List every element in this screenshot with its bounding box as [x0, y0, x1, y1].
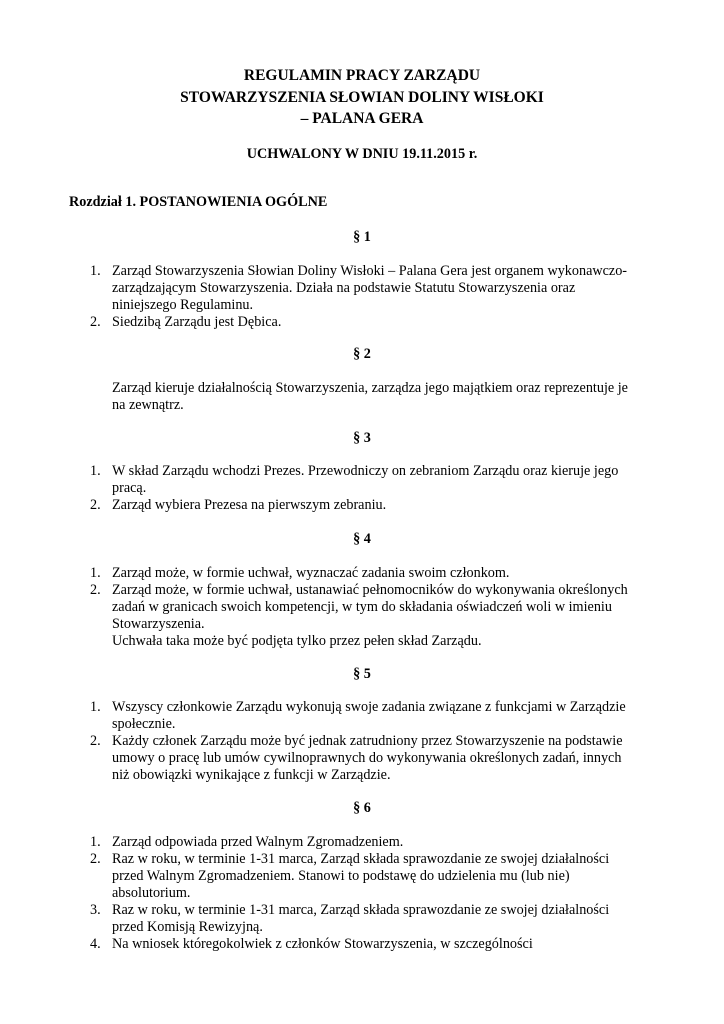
paragraph-line: zadań w granicach swoich kompetencji, w tym do składania oświadczeń woli w imieniu	[112, 599, 612, 615]
list-number: 1.	[90, 699, 101, 715]
list-number: 1.	[90, 263, 101, 279]
paragraph-line: Zarząd kieruje działalnością Stowarzyszenia, zarządza jego majątkiem oraz reprezentuje je	[112, 380, 628, 396]
paragraph-line: Zarząd odpowiada przed Walnym Zgromadzeniem.	[112, 834, 404, 850]
list-number: 2.	[90, 314, 101, 330]
paragraph-line: umowy o pracę lub umów cywilnoprawnych do wykonywania określonych zadań, innych	[112, 750, 622, 766]
paragraph-line: Raz w roku, w terminie 1-31 marca, Zarząd składa sprawozdanie ze swojej działalności	[112, 902, 610, 918]
section-heading-3: § 3	[353, 430, 371, 446]
paragraph-line: Wszyscy członkowie Zarządu wykonują swoje zadania związane z funkcjami w Zarządzie	[112, 699, 626, 715]
list-number: 3.	[90, 902, 101, 918]
title-line-1: REGULAMIN PRACY ZARZĄDU	[243, 67, 481, 84]
list-number: 1.	[90, 463, 101, 479]
list-number: 2.	[90, 497, 101, 513]
list-number: 1.	[90, 565, 101, 581]
list-number: 1.	[90, 834, 101, 850]
section-heading-6: § 6	[353, 800, 371, 816]
paragraph-line: Raz w roku, w terminie 1-31 marca, Zarząd składa sprawozdanie ze swojej działalności	[112, 851, 610, 867]
chapter-heading: Rozdział 1. POSTANOWIENIA OGÓLNE	[69, 194, 328, 210]
paragraph-line: Zarząd Stowarzyszenia Słowian Doliny Wisłoki – Palana Gera jest organem wykonawczo-	[112, 263, 628, 279]
paragraph-line: Siedzibą Zarządu jest Dębica.	[112, 314, 282, 330]
paragraph-line: przed Komisją Rewizyjną.	[112, 919, 263, 935]
list-number: 4.	[90, 936, 101, 952]
paragraph-line: Zarząd wybiera Prezesa na pierwszym zebraniu.	[112, 497, 387, 513]
paragraph-line: społecznie.	[112, 716, 176, 732]
paragraph-line: Na wniosek któregokolwiek z członków Stowarzyszenia, w szczególności	[112, 936, 533, 952]
paragraph-line: zarządzającym Stowarzyszenia. Działa na podstawie Statutu Stowarzyszenia oraz	[112, 280, 576, 296]
title-line-3: – PALANA GERA	[300, 110, 424, 127]
paragraph-line: pracą.	[112, 480, 147, 496]
list-number: 2.	[90, 851, 101, 867]
paragraph-line: absolutorium.	[112, 885, 191, 901]
adopted-date: UCHWALONY W DNIU 19.11.2015 r.	[246, 146, 478, 162]
paragraph-line: Uchwała taka może być podjęta tylko przez pełen skład Zarządu.	[112, 633, 482, 649]
paragraph-line: Zarząd może, w formie uchwał, ustanawiać pełnomocników do wykonywania określonych	[112, 582, 628, 598]
paragraph-line: przed Walnym Zgromadzeniem. Stanowi to podstawę do udzielenia mu (lub nie)	[112, 868, 570, 884]
paragraph-line: Zarząd może, w formie uchwał, wyznaczać zadania swoim członkom.	[112, 565, 510, 581]
section-heading-5: § 5	[353, 666, 371, 682]
section-heading-2: § 2	[353, 346, 371, 362]
paragraph-line: niniejszego Regulaminu.	[112, 297, 254, 313]
paragraph-line: Stowarzyszenia.	[112, 616, 205, 632]
paragraph-line: na zewnątrz.	[112, 397, 184, 413]
paragraph-line: Każdy członek Zarządu może być jednak zatrudniony przez Stowarzyszenie na podstawie	[112, 733, 623, 749]
paragraph-line: W skład Zarządu wchodzi Prezes. Przewodniczy on zebraniom Zarządu oraz kieruje jego	[112, 463, 619, 479]
title-line-2: STOWARZYSZENIA SŁOWIAN DOLINY WISŁOKI	[180, 89, 544, 106]
paragraph-line: niż obowiązki wynikające z funkcji w Zarządzie.	[112, 767, 391, 783]
section-heading-4: § 4	[353, 531, 371, 547]
list-number: 2.	[90, 733, 101, 749]
list-number: 2.	[90, 582, 101, 598]
section-heading-1: § 1	[353, 229, 371, 245]
